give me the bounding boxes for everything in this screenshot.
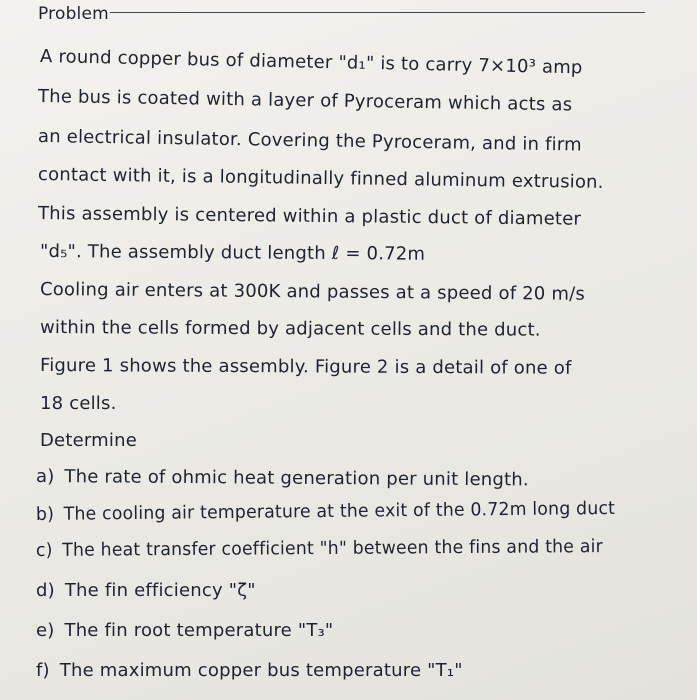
determine-label: Determine bbox=[40, 430, 137, 451]
item-e bbox=[36, 620, 333, 641]
item-a-text: The rate of ohmic heat generation per unit length. bbox=[64, 466, 529, 491]
item-d bbox=[36, 580, 256, 601]
item-f-marker: f) bbox=[36, 660, 50, 681]
item-e-marker: e) bbox=[36, 620, 55, 641]
paragraph-line-5: This assembly is centered within a plastic duct of diameter bbox=[37, 203, 582, 230]
paragraph-line-6: "d₅". The assembly duct length ℓ = 0.72m bbox=[39, 241, 426, 265]
paragraph-line-3: an electrical insulator. Covering the Pyroceram, and in firm bbox=[37, 126, 583, 156]
item-d-text: The fin efficiency "ζ" bbox=[64, 580, 256, 601]
paragraph-line-9: Figure 1 shows the assembly. Figure 2 is a detail of one of bbox=[39, 355, 572, 379]
item-c-marker: c) bbox=[35, 539, 53, 561]
item-a-marker: a) bbox=[35, 466, 55, 488]
paragraph-line-10: 18 cells. bbox=[40, 393, 117, 414]
item-b-text: The cooling air temperature at the exit of the 0.72m long duct bbox=[63, 497, 616, 525]
paragraph-line-7: Cooling air enters at 300K and passes at a speed of 20 m/s bbox=[39, 279, 586, 305]
top-rule bbox=[110, 12, 645, 13]
paragraph-line-8: within the cells formed by adjacent cells and the duct. bbox=[39, 317, 541, 341]
item-b bbox=[36, 498, 615, 525]
item-a bbox=[36, 466, 529, 490]
item-e-text: The fin root temperature "T₃" bbox=[64, 620, 334, 641]
item-f bbox=[36, 660, 463, 681]
paragraph-line-1: A round copper bus of diameter "d₁" is to carry 7×10³ amp bbox=[39, 46, 583, 79]
paragraph-line-4: contact with it, is a longitudinally finned aluminum extrusion. bbox=[37, 164, 604, 193]
item-d-marker: d) bbox=[36, 580, 55, 601]
item-b-marker: b) bbox=[35, 503, 55, 525]
item-c bbox=[36, 536, 603, 561]
item-c-text: The heat transfer coefficient "h" between the fins and the air bbox=[62, 536, 603, 561]
item-f-text: The maximum copper bus temperature "T₁" bbox=[59, 660, 463, 681]
problem-heading: Problem bbox=[38, 4, 109, 24]
paragraph-line-2: The bus is coated with a layer of Pyroceram which acts as bbox=[37, 86, 573, 116]
